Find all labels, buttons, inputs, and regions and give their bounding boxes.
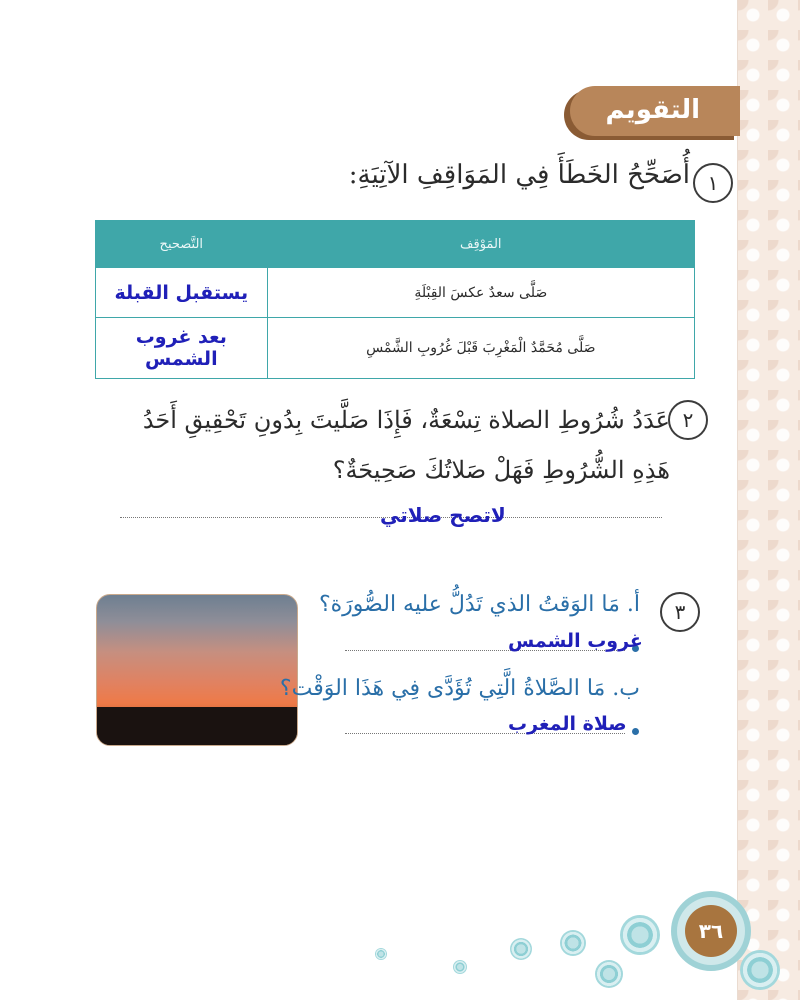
decorative-rosette <box>740 950 780 990</box>
correction-cell: بعد غروب الشمس <box>96 318 268 379</box>
question-3b-answer: صلاة المغرب <box>508 713 627 735</box>
decorative-rosette <box>375 948 387 960</box>
page-number: ٣٦ <box>685 905 737 957</box>
situations-table <box>95 220 695 379</box>
question-number-2: ٢ <box>668 400 708 440</box>
table-header-situation: المَوْقِف <box>267 221 694 268</box>
table-header-correction: التَّصحيح <box>96 221 268 268</box>
section-title: التقويم <box>605 95 700 125</box>
question-2-prompt: عَدَدُ شُرُوطِ الصلاة تِسْعَةٌ، فَإِذَا صَلَّيتَ بِدُونِ تَحْقِيقِ أَحَدُ هَذِهِ الشُّرُوطِ فَهَلْ صَلاتُكَ صَحِيحَةٌ؟ <box>142 406 670 484</box>
correction-cell: يستقبل القبلة <box>96 268 268 318</box>
table-header-row <box>96 221 695 268</box>
section-header-tab <box>570 86 740 136</box>
table-row <box>96 318 695 379</box>
sunset-photo <box>96 594 298 746</box>
question-3b-prompt: ب. مَا الصَّلاةُ الَّتِي تُؤَدَّى فِي هَذَا الوَقْت؟ <box>279 676 640 701</box>
question-number-1: ١ <box>693 163 733 203</box>
question-1-prompt: أُصَحِّحُ الخَطَأَ فِي المَوَاقِفِ الآتِيَةِ: <box>348 160 690 190</box>
page-divider <box>737 0 738 1000</box>
decorative-rosette <box>453 960 467 974</box>
bullet <box>632 728 639 735</box>
question-2-answer: لاتصح صلاتي <box>380 503 506 527</box>
question-number-3: ٣ <box>660 592 700 632</box>
decorative-rosette <box>620 915 660 955</box>
decorative-rosette <box>510 938 532 960</box>
question-3a-answer: غروب الشمس <box>508 630 643 652</box>
situation-cell: صَلَّى سعدٌ عكسَ القِبْلَةِ <box>267 268 694 318</box>
horizon-silhouette <box>97 707 297 745</box>
table-row <box>96 268 695 318</box>
decorative-rosette <box>595 960 623 988</box>
situation-cell: صَلَّى مُحَمَّدٌ الْمَغْرِبَ قَبْلَ غُرُوبِ الشَّمْسِ <box>267 318 694 379</box>
question-3a-prompt: أ. مَا الوَقتُ الذي تَدُلُّ عليه الصُّورَة؟ <box>318 592 640 617</box>
decorative-side-pattern <box>738 0 800 1000</box>
decorative-rosette <box>560 930 586 956</box>
